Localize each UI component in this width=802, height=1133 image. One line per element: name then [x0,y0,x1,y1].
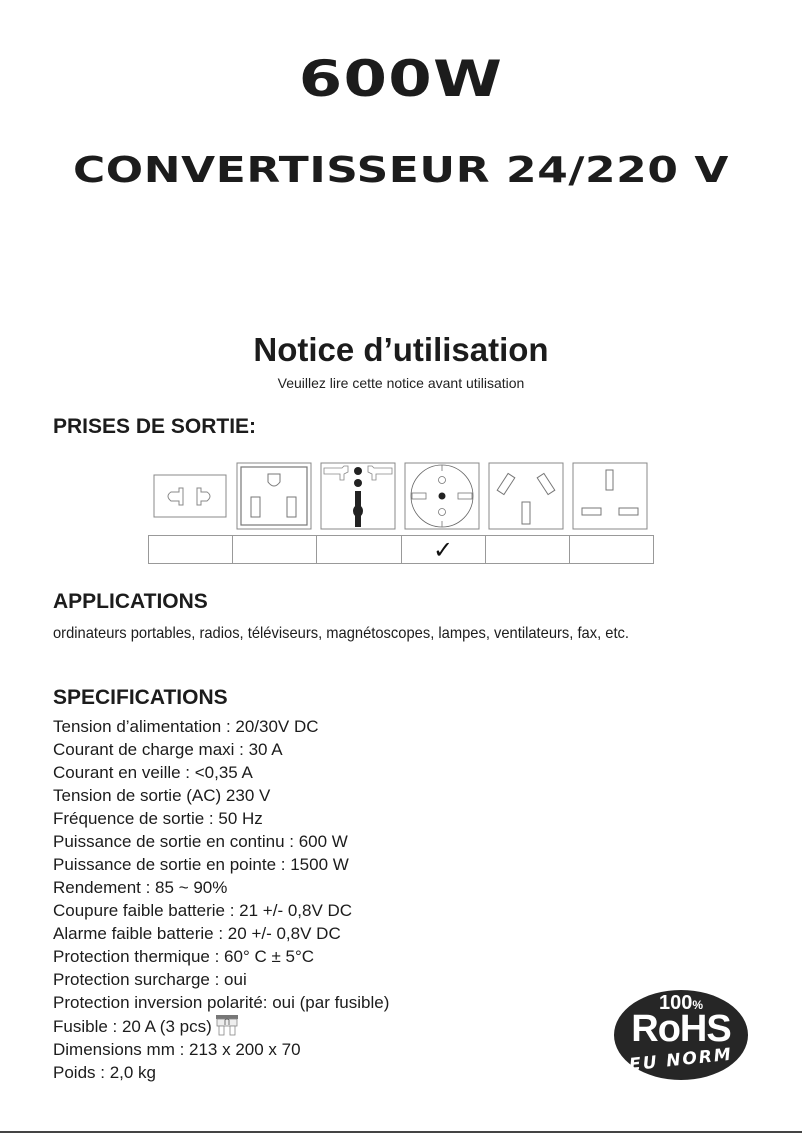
spec-item: Courant de charge maxi : 30 A [53,740,283,759]
spec-item: Puissance de sortie en continu : 600 W [53,832,348,851]
outlet-check-cell [149,536,233,563]
specifications-heading: SPECIFICATIONS [53,686,228,709]
outlet-check-row [148,535,654,564]
applications-text: ordinateurs portables, radios, téléviseurs, magnétoscopes, lampes, ventilateurs, fax, etc. [53,625,630,642]
outlet-cell [484,460,568,532]
spec-item-fuse-text: Fusible : 20 A (3 pcs) [53,1017,212,1036]
outlet-check-cell [317,536,401,563]
outlet-cell [232,460,316,532]
blade-fuse-icon [214,1014,240,1036]
spec-item: Tension d’alimentation : 20/30V DC [53,717,319,736]
two-pin-flat-socket-icon [153,474,227,518]
us-three-pin-socket-icon [236,462,312,530]
spec-item: Coupure faible batterie : 21 +/- 0,8V DC [53,901,353,920]
spec-item: Protection inversion polarité: oui (par fusible) [53,993,390,1012]
spec-item: Courant en veille : <0,35 A [53,763,253,782]
spec-item: Rendement : 85 ~ 90% [53,878,228,897]
specifications-list [53,715,389,1084]
spec-item: Poids : 2,0 kg [53,1063,157,1082]
outlet-icons-row [148,460,654,532]
schuko-eu-socket-icon [404,462,480,530]
notice-subtitle: Veuillez lire cette notice avant utilisation [277,375,525,391]
spec-item-fuse [53,1014,389,1038]
rohs-percent-sign: % [692,998,704,1012]
outlet-cell [316,460,400,532]
australian-socket-icon [488,462,564,530]
outlet-check-cell [233,536,317,563]
rohs-eu-norm: EU NORM [628,1044,734,1076]
title-power: 600W [298,50,504,108]
spec-item: Tension de sortie (AC) 230 V [53,786,271,805]
spec-item: Alarme faible batterie : 20 +/- 0,8V DC [53,924,341,943]
outlet-cell [148,460,232,532]
spec-item: Protection surcharge : oui [53,970,247,989]
outlet-check-cell [570,536,653,563]
notice-title: Notice d’utilisation [253,331,549,368]
uk-socket-icon [572,462,648,530]
spec-item: Protection thermique : 60° C ± 5°C [53,947,315,966]
spec-item: Dimensions mm : 213 x 200 x 70 [53,1040,301,1059]
checkmark-icon: ✓ [402,536,486,563]
rohs-percent-value: 100 [658,992,693,1014]
spec-item: Puissance de sortie en pointe : 1500 W [53,855,349,874]
title-product: CONVERTISSEUR 24/220 V [72,150,730,191]
applications-heading: APPLICATIONS [53,590,208,613]
rohs-badge [614,990,748,1080]
outlet-types-table [148,460,654,564]
outlet-check-cell [486,536,570,563]
spec-item: Fréquence de sortie : 50 Hz [53,809,263,828]
outlet-cell [400,460,484,532]
outlet-cell [568,460,652,532]
rohs-label: RoHS [631,1008,731,1050]
outlets-heading: PRISES DE SORTIE: [53,415,257,438]
universal-socket-icon [320,462,396,530]
